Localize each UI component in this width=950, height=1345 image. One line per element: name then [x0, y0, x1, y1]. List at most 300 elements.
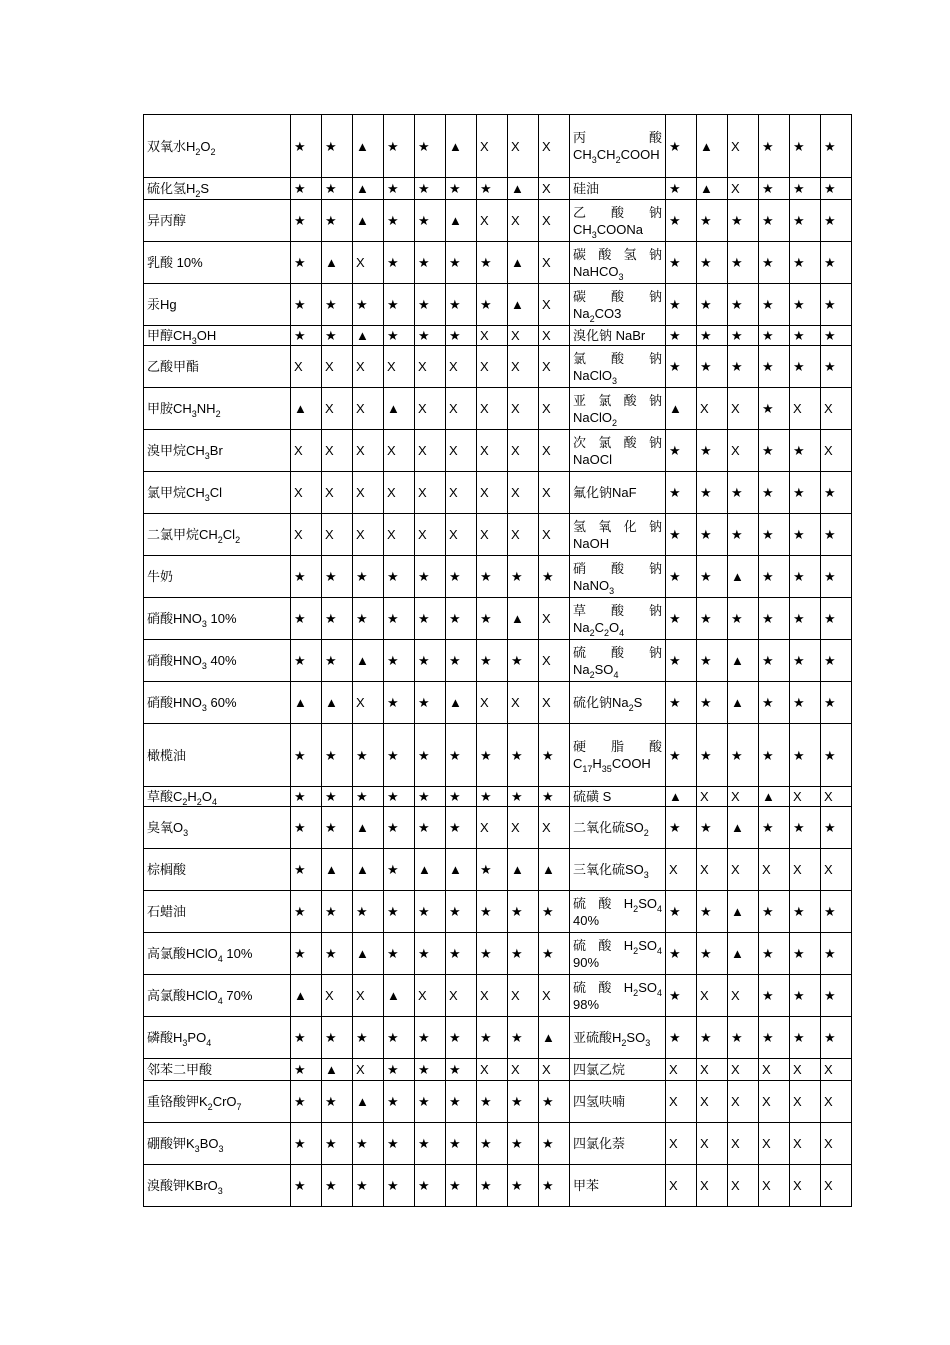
rating-cell: ★	[666, 284, 697, 326]
rating-cell: ★	[759, 178, 790, 200]
rating-cell: ★	[759, 807, 790, 849]
chemical-name-right: 硫磺 S	[570, 787, 666, 807]
chemical-name-right: 氟化钠NaF	[570, 472, 666, 514]
rating-cell: ★	[291, 807, 322, 849]
rating-cell: X	[353, 472, 384, 514]
rating-cell: X	[728, 388, 759, 430]
rating-cell: ★	[508, 933, 539, 975]
rating-cell: X	[790, 388, 821, 430]
rating-cell: ★	[759, 975, 790, 1017]
rating-cell: ★	[384, 1059, 415, 1081]
table-row	[144, 242, 852, 284]
rating-cell: X	[477, 472, 508, 514]
chemical-name-left: 臭氧$O_3$	[144, 807, 291, 849]
rating-cell: ★	[291, 1017, 322, 1059]
rating-cell: ★	[415, 1081, 446, 1123]
rating-cell: ▲	[353, 849, 384, 891]
chemical-name-left: 溴甲烷$CH_3Br$	[144, 430, 291, 472]
rating-cell: ★	[384, 1123, 415, 1165]
table-row	[144, 787, 852, 807]
table-row	[144, 472, 852, 514]
rating-cell: ★	[666, 891, 697, 933]
rating-cell: ★	[666, 178, 697, 200]
rating-cell: ★	[697, 682, 728, 724]
rating-cell: X	[322, 388, 353, 430]
rating-cell: ★	[415, 115, 446, 178]
rating-cell: ★	[322, 1081, 353, 1123]
rating-cell: X	[539, 200, 570, 242]
rating-cell: X	[539, 807, 570, 849]
rating-cell: ★	[322, 556, 353, 598]
rating-cell: ▲	[384, 975, 415, 1017]
rating-cell: ★	[728, 200, 759, 242]
rating-cell: ★	[415, 640, 446, 682]
rating-cell: X	[539, 514, 570, 556]
rating-cell: ★	[508, 724, 539, 787]
rating-cell: X	[697, 388, 728, 430]
rating-cell: ▲	[446, 682, 477, 724]
chemical-name-left: 溴酸钾KBrO$_3$	[144, 1165, 291, 1207]
rating-cell: ★	[790, 115, 821, 178]
rating-cell: X	[508, 975, 539, 1017]
rating-cell: ★	[539, 724, 570, 787]
rating-cell: ★	[697, 807, 728, 849]
chemical-name-right: 乙 酸 钠 $CH_3COONa$	[570, 200, 666, 242]
rating-cell: ★	[697, 326, 728, 346]
rating-cell: X	[728, 787, 759, 807]
rating-cell: X	[539, 242, 570, 284]
rating-cell: X	[539, 682, 570, 724]
chemical-name-left: 硝酸$HNO_3$ 60%	[144, 682, 291, 724]
rating-cell: ★	[728, 346, 759, 388]
rating-cell: ★	[666, 724, 697, 787]
rating-cell: ▲	[353, 115, 384, 178]
rating-cell: ★	[666, 1017, 697, 1059]
rating-cell: ▲	[415, 849, 446, 891]
rating-cell: ★	[821, 724, 852, 787]
rating-cell: X	[790, 787, 821, 807]
chemical-name-left: 乳酸 10%	[144, 242, 291, 284]
table-row	[144, 1165, 852, 1207]
rating-cell: ★	[415, 1017, 446, 1059]
rating-cell: ★	[446, 242, 477, 284]
rating-cell: ★	[759, 724, 790, 787]
table-row	[144, 933, 852, 975]
rating-cell: ★	[697, 472, 728, 514]
rating-cell: ★	[477, 242, 508, 284]
rating-cell: X	[759, 1059, 790, 1081]
rating-cell: ★	[539, 1123, 570, 1165]
rating-cell: X	[508, 1059, 539, 1081]
rating-cell: ★	[291, 178, 322, 200]
rating-cell: ▲	[539, 1017, 570, 1059]
rating-cell: ★	[384, 115, 415, 178]
rating-cell: ★	[322, 807, 353, 849]
rating-cell: X	[477, 388, 508, 430]
rating-cell: ★	[384, 242, 415, 284]
rating-cell: ★	[384, 598, 415, 640]
rating-cell: X	[697, 849, 728, 891]
rating-cell: ★	[728, 724, 759, 787]
rating-cell: ▲	[728, 807, 759, 849]
chemical-name-left: 磷酸$H_3PO_4$	[144, 1017, 291, 1059]
chemical-name-left: 邻苯二甲酸	[144, 1059, 291, 1081]
rating-cell: ★	[821, 326, 852, 346]
rating-cell: ★	[415, 200, 446, 242]
rating-cell: X	[759, 1123, 790, 1165]
rating-cell: X	[821, 1059, 852, 1081]
rating-cell: ★	[446, 807, 477, 849]
rating-cell: X	[759, 849, 790, 891]
rating-cell: ★	[697, 346, 728, 388]
chemical-name-left: 双氧水$H_2O_2$	[144, 115, 291, 178]
rating-cell: X	[728, 1123, 759, 1165]
table-row	[144, 1081, 852, 1123]
rating-cell: ★	[759, 430, 790, 472]
rating-cell: ★	[728, 1017, 759, 1059]
rating-cell: X	[322, 472, 353, 514]
rating-cell: ★	[697, 891, 728, 933]
rating-cell: ★	[322, 787, 353, 807]
chemical-name-right: 亚 氯 酸 钠 NaClO$_2$	[570, 388, 666, 430]
rating-cell: ▲	[353, 807, 384, 849]
chemical-name-right: 硫化钠$Na_2S$	[570, 682, 666, 724]
rating-cell: ★	[759, 242, 790, 284]
rating-cell: ★	[790, 472, 821, 514]
rating-cell: ★	[728, 284, 759, 326]
rating-cell: ★	[353, 891, 384, 933]
rating-cell: ★	[759, 514, 790, 556]
rating-cell: ▲	[322, 682, 353, 724]
rating-cell: ★	[508, 1017, 539, 1059]
rating-cell: ★	[539, 933, 570, 975]
rating-cell: ▲	[291, 975, 322, 1017]
rating-cell: ★	[322, 1017, 353, 1059]
rating-cell: ▲	[353, 326, 384, 346]
chemical-name-left: 甲胺$CH_3NH_2$	[144, 388, 291, 430]
rating-cell: X	[353, 388, 384, 430]
rating-cell: X	[353, 346, 384, 388]
rating-cell: ★	[291, 891, 322, 933]
rating-cell: ★	[790, 933, 821, 975]
chemical-name-right: 次 氯 酸 钠 NaOCl	[570, 430, 666, 472]
table-row	[144, 346, 852, 388]
rating-cell: X	[728, 1081, 759, 1123]
rating-cell: X	[446, 430, 477, 472]
rating-cell: ★	[759, 472, 790, 514]
rating-cell: ★	[790, 1017, 821, 1059]
rating-cell: ★	[666, 682, 697, 724]
rating-cell: ★	[539, 891, 570, 933]
rating-cell: ★	[291, 640, 322, 682]
rating-cell: X	[384, 430, 415, 472]
rating-cell: ★	[446, 640, 477, 682]
rating-cell: X	[728, 849, 759, 891]
rating-cell: ▲	[759, 787, 790, 807]
chemical-name-left: 异丙醇	[144, 200, 291, 242]
rating-cell: ★	[666, 556, 697, 598]
chemical-name-right: 硅油	[570, 178, 666, 200]
rating-cell: X	[353, 514, 384, 556]
chemical-name-left: 汞Hg	[144, 284, 291, 326]
table-row	[144, 891, 852, 933]
rating-cell: X	[539, 326, 570, 346]
rating-cell: ★	[384, 849, 415, 891]
rating-cell: ★	[291, 933, 322, 975]
rating-cell: ★	[477, 724, 508, 787]
rating-cell: X	[477, 200, 508, 242]
rating-cell: ★	[790, 807, 821, 849]
rating-cell: X	[539, 115, 570, 178]
rating-cell: ▲	[697, 115, 728, 178]
rating-cell: ★	[384, 682, 415, 724]
rating-cell: ★	[291, 1165, 322, 1207]
rating-cell: ▲	[353, 178, 384, 200]
rating-cell: X	[821, 1165, 852, 1207]
rating-cell: ★	[446, 933, 477, 975]
rating-cell: ★	[759, 284, 790, 326]
rating-cell: ★	[697, 640, 728, 682]
rating-cell: ★	[415, 1165, 446, 1207]
rating-cell: ▲	[666, 388, 697, 430]
table-row	[144, 724, 852, 787]
rating-cell: ★	[790, 724, 821, 787]
rating-cell: ★	[759, 115, 790, 178]
rating-cell: ★	[446, 284, 477, 326]
chemical-name-right: 硬 脂 酸 $C_{17}H_{35}COOH$	[570, 724, 666, 787]
rating-cell: X	[477, 1059, 508, 1081]
rating-cell: X	[666, 1165, 697, 1207]
rating-cell: X	[446, 975, 477, 1017]
rating-cell: ★	[821, 933, 852, 975]
rating-cell: ★	[291, 556, 322, 598]
rating-cell: ★	[759, 598, 790, 640]
rating-cell: ★	[446, 178, 477, 200]
rating-cell: X	[821, 430, 852, 472]
rating-cell: ★	[477, 556, 508, 598]
chemical-resistance-table	[143, 114, 852, 1207]
rating-cell: X	[322, 975, 353, 1017]
rating-cell: ▲	[353, 200, 384, 242]
rating-cell: ★	[291, 1123, 322, 1165]
rating-cell: ★	[384, 807, 415, 849]
rating-cell: ★	[539, 1165, 570, 1207]
rating-cell: X	[353, 430, 384, 472]
rating-cell: X	[666, 1081, 697, 1123]
rating-cell: ★	[415, 891, 446, 933]
rating-cell: X	[477, 807, 508, 849]
chemical-name-right: 碳 酸 氢 钠 NaHCO$_3$	[570, 242, 666, 284]
rating-cell: ★	[508, 1165, 539, 1207]
rating-cell: X	[759, 1165, 790, 1207]
rating-cell: X	[666, 1059, 697, 1081]
rating-cell: X	[539, 430, 570, 472]
chemical-name-left: 棕榈酸	[144, 849, 291, 891]
rating-cell: ★	[759, 556, 790, 598]
rating-cell: ★	[666, 933, 697, 975]
rating-cell: ★	[415, 598, 446, 640]
rating-cell: ★	[666, 975, 697, 1017]
rating-cell: X	[415, 514, 446, 556]
chemical-name-right: 硫 酸 $H_2SO_4$ 40%	[570, 891, 666, 933]
rating-cell: X	[322, 430, 353, 472]
chemical-name-right: 草 酸 钠 $Na_2C_2O_4$	[570, 598, 666, 640]
chemical-name-left: 高氯酸HClO$_4$ 70%	[144, 975, 291, 1017]
rating-cell: X	[415, 975, 446, 1017]
rating-cell: X	[477, 430, 508, 472]
rating-cell: ★	[821, 598, 852, 640]
chemical-name-right: 溴化钠 NaBr	[570, 326, 666, 346]
rating-cell: ★	[508, 1123, 539, 1165]
chemical-name-left: 硝酸$HNO_3$ 40%	[144, 640, 291, 682]
rating-cell: X	[446, 472, 477, 514]
rating-cell: ★	[291, 1059, 322, 1081]
rating-cell: ★	[477, 284, 508, 326]
rating-cell: ★	[291, 115, 322, 178]
rating-cell: X	[446, 388, 477, 430]
table-row	[144, 598, 852, 640]
rating-cell: ★	[291, 724, 322, 787]
rating-cell: X	[790, 1123, 821, 1165]
rating-cell: ★	[384, 284, 415, 326]
rating-cell: ★	[384, 1081, 415, 1123]
rating-cell: X	[477, 514, 508, 556]
rating-cell: ▲	[446, 849, 477, 891]
rating-cell: ★	[759, 388, 790, 430]
rating-cell: ▲	[291, 388, 322, 430]
rating-cell: X	[446, 514, 477, 556]
chemical-name-right: 硫 酸 $H_2SO_4$ 90%	[570, 933, 666, 975]
rating-cell: X	[790, 1059, 821, 1081]
rating-cell: ★	[446, 556, 477, 598]
rating-cell: ★	[384, 1165, 415, 1207]
rating-cell: X	[790, 849, 821, 891]
rating-cell: X	[384, 472, 415, 514]
rating-cell: ▲	[728, 933, 759, 975]
rating-cell: ★	[790, 178, 821, 200]
rating-cell: ★	[291, 849, 322, 891]
rating-cell: X	[697, 1081, 728, 1123]
rating-cell: ★	[759, 891, 790, 933]
table-row	[144, 849, 852, 891]
rating-cell: ★	[697, 724, 728, 787]
chemical-name-left: 乙酸甲酯	[144, 346, 291, 388]
chemical-name-right: 亚硫酸$H_2SO_3$	[570, 1017, 666, 1059]
table-row	[144, 556, 852, 598]
rating-cell: ★	[415, 1123, 446, 1165]
rating-cell: X	[353, 975, 384, 1017]
table-row	[144, 388, 852, 430]
rating-cell: X	[666, 849, 697, 891]
rating-cell: ★	[508, 891, 539, 933]
chemical-name-right: 硫 酸 $H_2SO_4$ 98%	[570, 975, 666, 1017]
rating-cell: ★	[322, 933, 353, 975]
chemical-name-left: 石蜡油	[144, 891, 291, 933]
rating-cell: ★	[322, 640, 353, 682]
rating-cell: ▲	[322, 242, 353, 284]
rating-cell: ★	[666, 115, 697, 178]
rating-cell: ★	[821, 1017, 852, 1059]
rating-cell: ★	[821, 807, 852, 849]
rating-cell: ▲	[728, 891, 759, 933]
rating-cell: ★	[477, 640, 508, 682]
rating-cell: ▲	[508, 242, 539, 284]
rating-cell: X	[415, 472, 446, 514]
rating-cell: ★	[821, 472, 852, 514]
rating-cell: X	[728, 1165, 759, 1207]
rating-cell: ★	[322, 891, 353, 933]
rating-cell: ★	[446, 1123, 477, 1165]
rating-cell: ★	[477, 178, 508, 200]
rating-cell: ▲	[508, 849, 539, 891]
rating-cell: ▲	[446, 200, 477, 242]
rating-cell: X	[790, 1081, 821, 1123]
rating-cell: ★	[666, 640, 697, 682]
table-row	[144, 115, 852, 178]
table-row	[144, 514, 852, 556]
rating-cell: ★	[446, 598, 477, 640]
rating-cell: X	[728, 178, 759, 200]
rating-cell: ★	[759, 200, 790, 242]
chemical-name-right: 三氧化硫$SO_3$	[570, 849, 666, 891]
rating-cell: ★	[759, 346, 790, 388]
table-row	[144, 975, 852, 1017]
rating-cell: ★	[728, 472, 759, 514]
rating-cell: ★	[477, 1165, 508, 1207]
rating-cell: ★	[539, 787, 570, 807]
chemical-name-left: 硫化氢$H_2S$	[144, 178, 291, 200]
rating-cell: ▲	[384, 388, 415, 430]
rating-cell: ★	[790, 975, 821, 1017]
rating-cell: X	[291, 430, 322, 472]
rating-cell: X	[508, 326, 539, 346]
rating-cell: X	[697, 1165, 728, 1207]
rating-cell: ★	[291, 598, 322, 640]
rating-cell: ★	[790, 242, 821, 284]
rating-cell: ★	[384, 933, 415, 975]
rating-cell: ★	[821, 115, 852, 178]
chemical-name-right: 四氢呋喃	[570, 1081, 666, 1123]
rating-cell: X	[697, 1123, 728, 1165]
rating-cell: ★	[728, 326, 759, 346]
rating-cell: X	[821, 1081, 852, 1123]
rating-cell: X	[539, 598, 570, 640]
chemical-name-right: 甲苯	[570, 1165, 666, 1207]
rating-cell: ★	[446, 787, 477, 807]
rating-cell: X	[384, 514, 415, 556]
rating-cell: ★	[697, 200, 728, 242]
rating-cell: ★	[322, 598, 353, 640]
rating-cell: X	[508, 430, 539, 472]
rating-cell: ★	[291, 1081, 322, 1123]
rating-cell: ★	[353, 284, 384, 326]
rating-cell: ★	[415, 326, 446, 346]
rating-cell: ★	[790, 598, 821, 640]
rating-cell: ★	[384, 724, 415, 787]
chemical-name-right: 氢 氧 化 钠 NaOH	[570, 514, 666, 556]
rating-cell: ★	[666, 200, 697, 242]
rating-cell: ★	[415, 807, 446, 849]
rating-cell: X	[477, 115, 508, 178]
rating-cell: ★	[446, 724, 477, 787]
rating-cell: X	[508, 807, 539, 849]
chemical-name-left: 高氯酸HClO$_4$ 10%	[144, 933, 291, 975]
chemical-name-right: 二氧化硫$SO_2$	[570, 807, 666, 849]
rating-cell: X	[322, 514, 353, 556]
rating-cell: X	[477, 346, 508, 388]
table-row	[144, 200, 852, 242]
rating-cell: X	[697, 975, 728, 1017]
